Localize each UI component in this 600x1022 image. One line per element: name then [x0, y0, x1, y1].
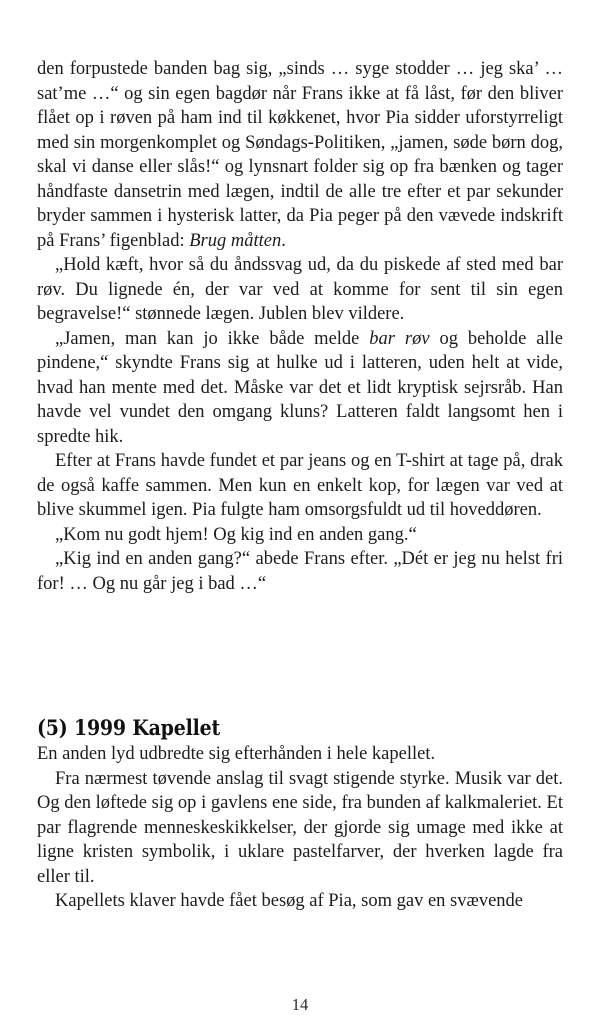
text-run: „Kig ind en anden gang?“ abede Frans efter. „Dét er jeg nu helst fri for! … Og nu går jeg i bad …“ — [37, 549, 563, 594]
paragraph — [37, 253, 563, 327]
italic-text-run: Brug måtten — [189, 230, 282, 251]
section-heading-text: (5) 1999 Kapellet — [37, 716, 221, 741]
paragraph — [37, 547, 563, 596]
text-run: den forpustede banden bag sig, „sinds … syge stodder … jeg ska’ … sat’me …“ og sin egen bagdør når Frans ikke at få låst, før den bliver flået op i røven på ham ind til køkkenet, hvor Pia sidder uforstyrreligt med sin morgenkomplet og Søndags-Politiken, „jamen, søde børn dog, skal vi danse eller slås!“ og lynsnart folder sig op fra bænken og tager håndfaste dansetrin med lægen, indtil de alle tre efter et par sekunder bryder sammen i hysterisk latter, da Pia peger på den vævede indskrift på Frans’ figenblad: — [37, 59, 563, 251]
text-run: . — [281, 230, 286, 251]
text-run: og beholde alle pindene,“ skyndte Frans sig at hulke ud i latteren, uden helt at vide, hvad han mente med det. Måske var det et lidt kryptisk sejrsråb. Han havde vel vundet den omgang kluns? Latteren faldt langsomt hen i spredte hik. — [37, 328, 563, 447]
paragraph — [37, 889, 563, 914]
text-column — [37, 57, 563, 914]
paragraph — [37, 742, 563, 767]
text-run: Kapellets klaver havde fået besøg af Pia, som gav en svævende — [55, 891, 524, 911]
section-heading — [37, 715, 563, 742]
text-run: Fra nærmest tøvende anslag til svagt stigende styrke. Musik var det. Og den løftede sig op i gavlens ene side, fra bunden af kalkmaleriet. Et par flagrende menneskeskikkelser, der gjorde sig umage med ikke at ligne kristen symbolik, i uklare pastelfarver, der hverken lagde fra eller til. — [37, 768, 563, 887]
text-run: „Kom nu godt hjem! Og kig ind en anden gang.“ — [55, 524, 417, 545]
section-spacer — [37, 596, 563, 715]
paragraph — [37, 449, 563, 523]
text-run: Efter at Frans havde fundet et par jeans og en T-shirt at tage på, drak de også kaffe sammen. Men kun en enkelt kop, for lægen var ved at blive skummel igen. Pia fulgte ham omsorgsfuldt ud til hoveddøren. — [37, 451, 563, 520]
paragraph — [37, 57, 563, 253]
paragraph — [37, 767, 563, 890]
italic-text-run: bar røv — [369, 328, 430, 349]
text-run: En anden lyd udbredte sig efterhånden i hele kapellet. — [37, 744, 436, 764]
paragraph — [37, 523, 563, 548]
paragraph — [37, 327, 563, 450]
text-run: „Hold kæft, hvor så du åndssvag ud, da du piskede af sted med bar røv. Du lignede én, der var ved at komme for sent til sin egen begravelse!“ stønnede lægen. Jublen blev vildere. — [37, 255, 563, 324]
text-run: „Jamen, man kan jo ikke både melde — [55, 328, 370, 349]
page-number: 14 — [291, 995, 309, 1014]
